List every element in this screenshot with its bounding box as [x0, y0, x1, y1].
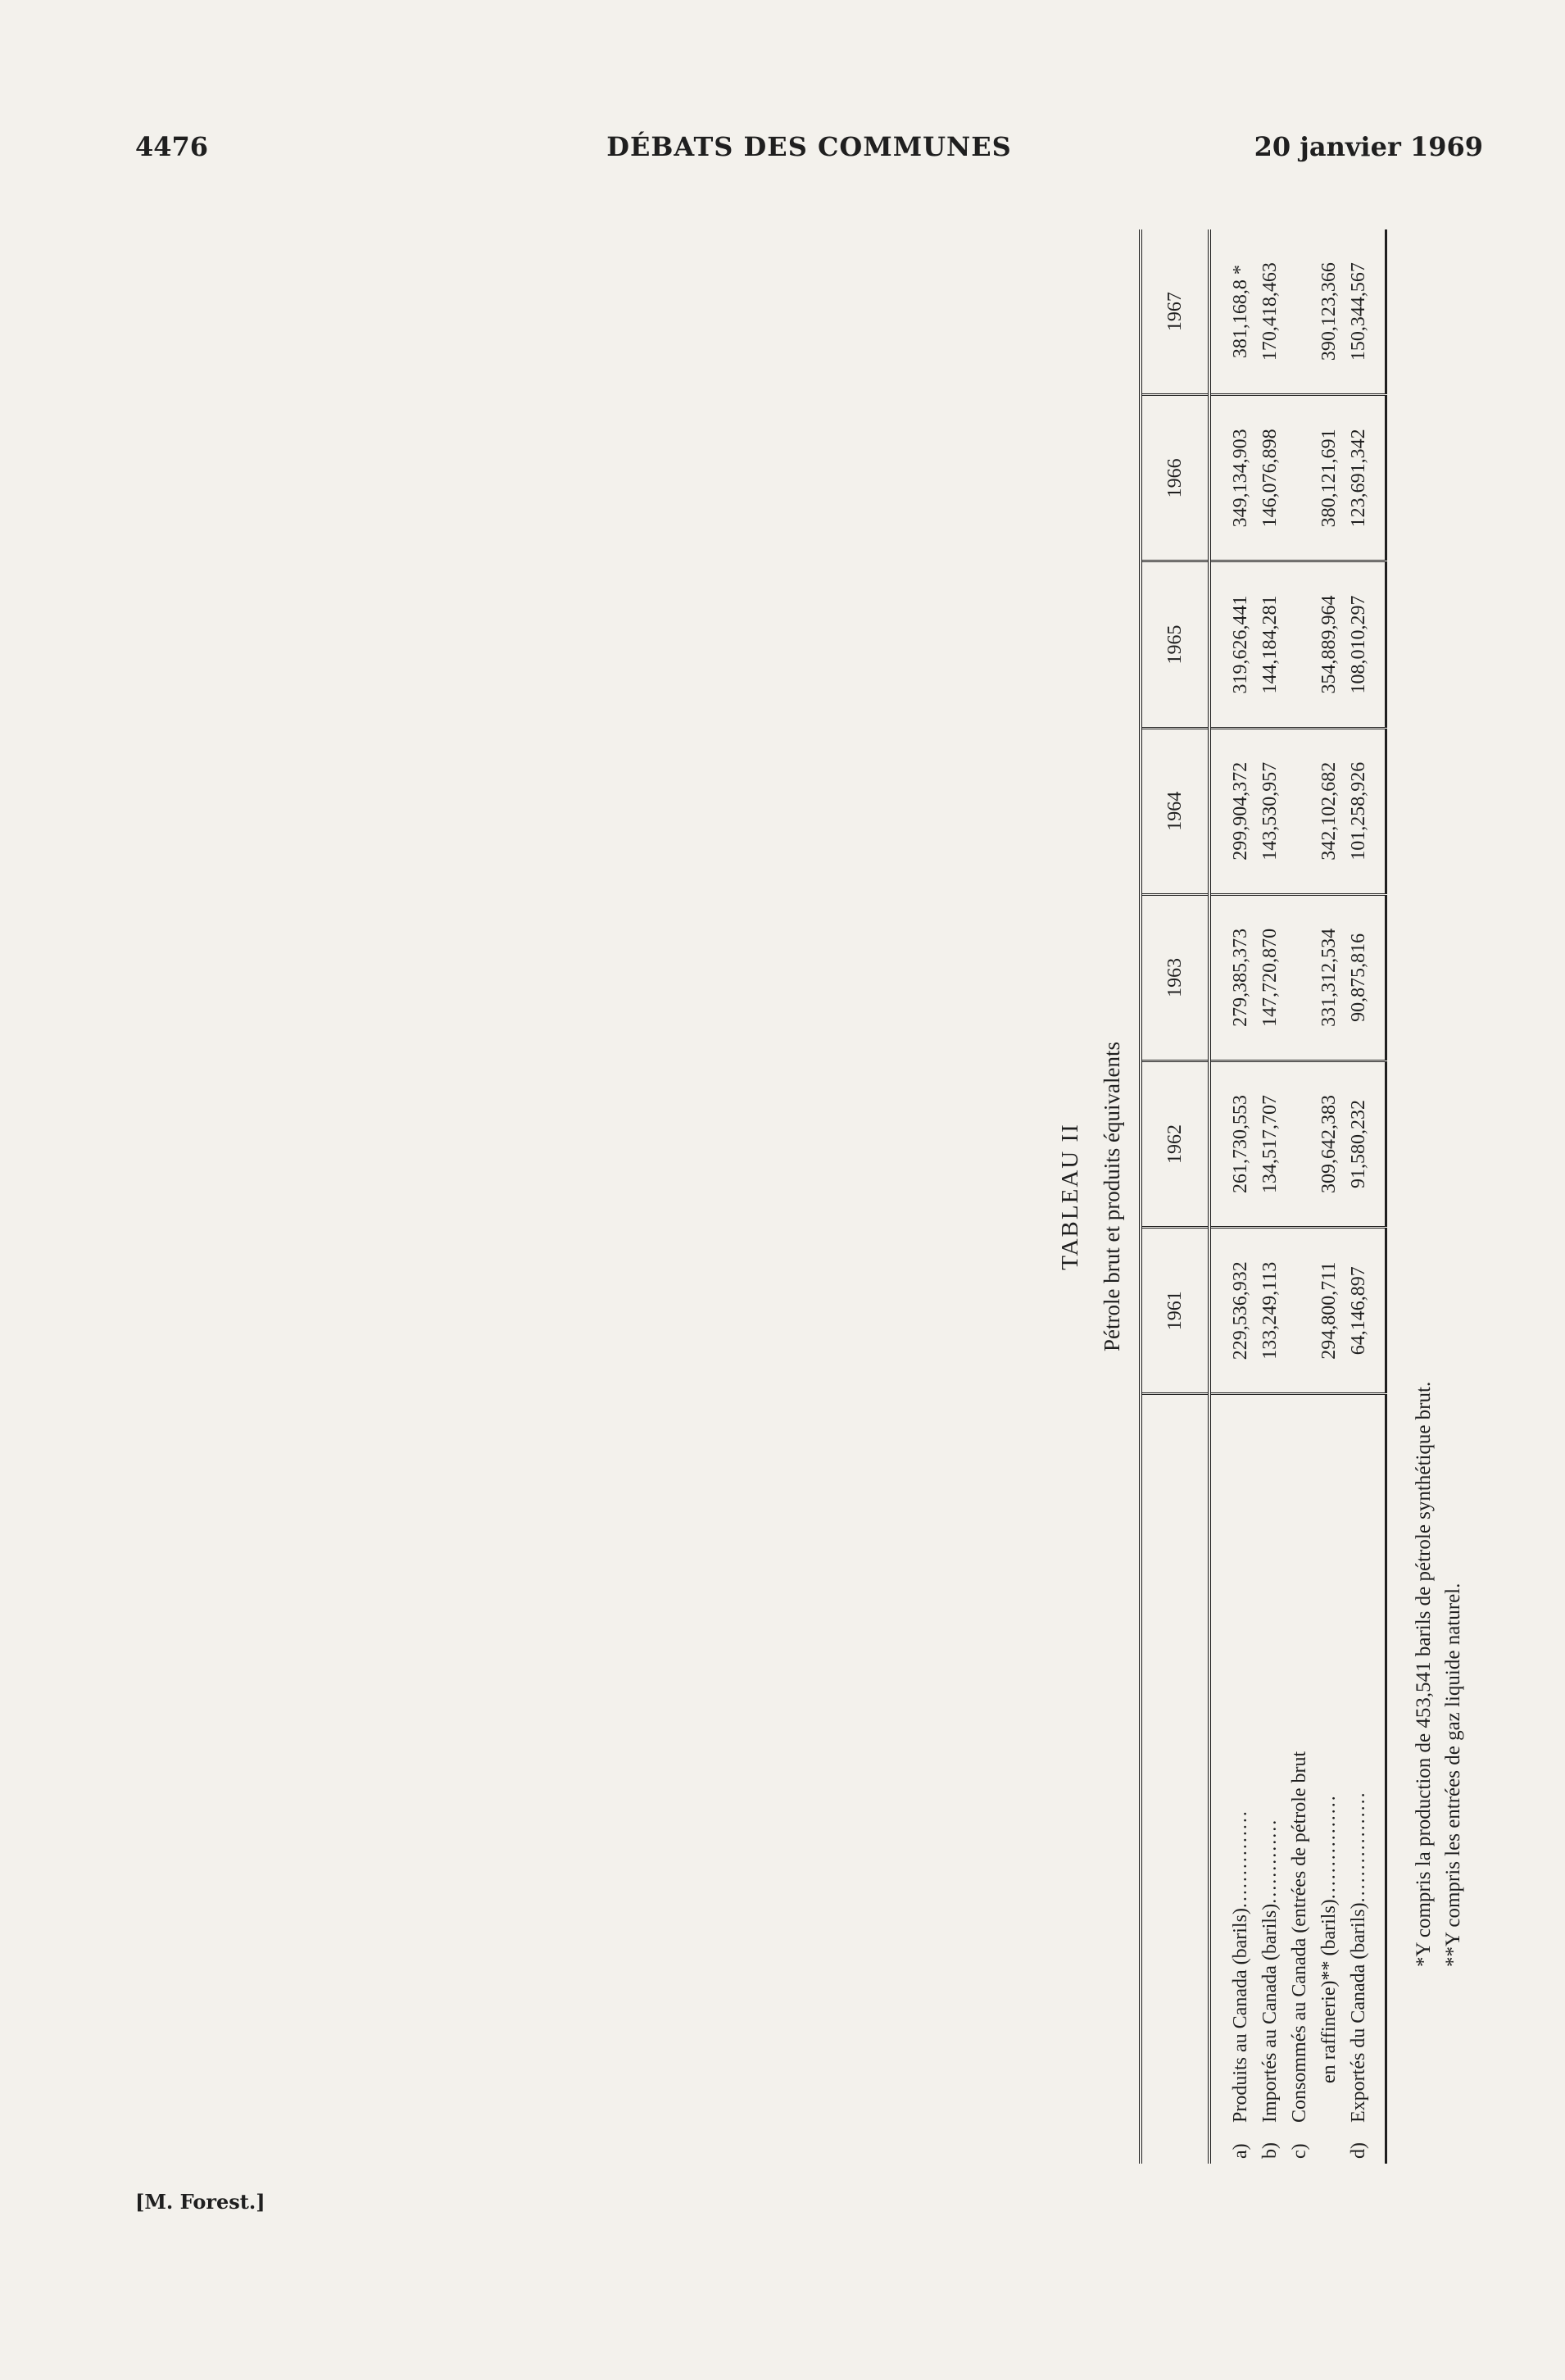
leader-dots: ............. — [1259, 1818, 1281, 1904]
cell-value: 309,642,383 — [1318, 1095, 1340, 1194]
table-cell: 229,536,932 — [1209, 1228, 1255, 1394]
table-cell: 319,626,441 — [1209, 561, 1255, 728]
data-table — [1139, 229, 1387, 2164]
rotated-table-block — [1057, 229, 1483, 2164]
table-cell: 143,530,957 — [1255, 728, 1285, 894]
table-cell — [1285, 894, 1344, 1061]
cell-value: 354,889,964 — [1318, 595, 1340, 694]
table-cell: 133,249,113 — [1255, 1228, 1285, 1394]
column-header: 1963 — [1141, 894, 1209, 1061]
table-cell: 134,517,707 — [1255, 1061, 1285, 1227]
row-label — [1209, 1394, 1255, 2164]
footnote: *Y compris la production de 453,541 barils de pétrole synthétique brut. — [1413, 1381, 1435, 1967]
table-cell: 144,184,281 — [1255, 561, 1285, 728]
table-row — [1285, 229, 1344, 2164]
column-header: 1966 — [1141, 395, 1209, 561]
row-letter: d) — [1348, 2142, 1369, 2159]
table-cell: 146,076,898 — [1255, 395, 1285, 561]
row-letter: a) — [1230, 2143, 1251, 2159]
publication-title: DÉBATS DES COMMUNES — [606, 131, 1012, 162]
leader-dots: ................. — [1348, 1791, 1369, 1903]
row-letter: c) — [1289, 2143, 1310, 2159]
table-cell — [1285, 1061, 1344, 1227]
column-header: 1965 — [1141, 561, 1209, 728]
leader-dots: ................ — [1318, 1794, 1340, 1900]
table-row — [1255, 229, 1285, 2164]
table-title: TABLEAU II — [1057, 1123, 1083, 1270]
table-cell: 150,344,567 — [1344, 229, 1386, 395]
cell-value: 294,800,711 — [1318, 1261, 1340, 1360]
cell-value: 390,123,366 — [1318, 262, 1340, 361]
table-subtitle: Pétrole brut et produits équivalents — [1100, 1042, 1124, 1351]
row-label-text: Consommés au Canada (entrées de pétrole brut — [1289, 1751, 1310, 2123]
row-label-continuation: en raffinerie)** (barils) — [1318, 1899, 1340, 2083]
column-header: 1962 — [1141, 1061, 1209, 1227]
table-cell: 101,258,926 — [1344, 728, 1386, 894]
page-header — [135, 131, 1483, 172]
table-cell — [1285, 561, 1344, 728]
table-cell — [1285, 395, 1344, 561]
speaker-attribution: [M. Forest.] — [135, 2190, 265, 2214]
column-header: 1964 — [1141, 728, 1209, 894]
table-row — [1209, 229, 1255, 2164]
table-cell: 123,691,342 — [1344, 395, 1386, 561]
page-number: 4476 — [135, 131, 209, 162]
cell-value: 342,102,682 — [1318, 761, 1340, 861]
table-cell: 147,720,870 — [1255, 894, 1285, 1061]
row-label-text: Produits au Canada (barils) — [1230, 1908, 1251, 2123]
column-header: 1961 — [1141, 1228, 1209, 1394]
cell-value: 380,121,691 — [1318, 429, 1340, 528]
table-header-row — [1141, 229, 1209, 2164]
row-label-text: Exportés du Canada (barils) — [1348, 1902, 1369, 2123]
row-label — [1344, 1394, 1386, 2164]
table-cell: 90,875,816 — [1344, 894, 1386, 1061]
table-cell — [1285, 1228, 1344, 1394]
row-label — [1255, 1394, 1285, 2164]
column-header: 1967 — [1141, 229, 1209, 395]
table-cell — [1285, 229, 1344, 395]
row-letter: b) — [1259, 2142, 1281, 2159]
table-notes — [1409, 1382, 1468, 1967]
table-cell: 64,146,897 — [1344, 1228, 1386, 1394]
table-cell: 108,010,297 — [1344, 561, 1386, 728]
header-label-cell — [1141, 1394, 1209, 2164]
table-cell: 170,418,463 — [1255, 229, 1285, 395]
table-cell: 349,134,903 — [1209, 395, 1255, 561]
table-cell: 261,730,553 — [1209, 1061, 1255, 1227]
table-cell: 91,580,232 — [1344, 1061, 1386, 1227]
table-cell: 381,168,8 * — [1209, 229, 1255, 395]
table-cell: 279,385,373 — [1209, 894, 1255, 1061]
footnote: **Y compris les entrées de gaz liquide naturel. — [1442, 1583, 1464, 1967]
page-date: 20 janvier 1969 — [1254, 131, 1483, 162]
row-label — [1285, 1394, 1344, 2164]
leader-dots: ............... — [1230, 1810, 1251, 1909]
table-cell: 299,904,372 — [1209, 728, 1255, 894]
cell-value: 331,312,534 — [1318, 928, 1340, 1027]
row-label-text: Importés au Canada (barils) — [1259, 1903, 1281, 2123]
table-cell — [1285, 728, 1344, 894]
table-row — [1344, 229, 1386, 2164]
